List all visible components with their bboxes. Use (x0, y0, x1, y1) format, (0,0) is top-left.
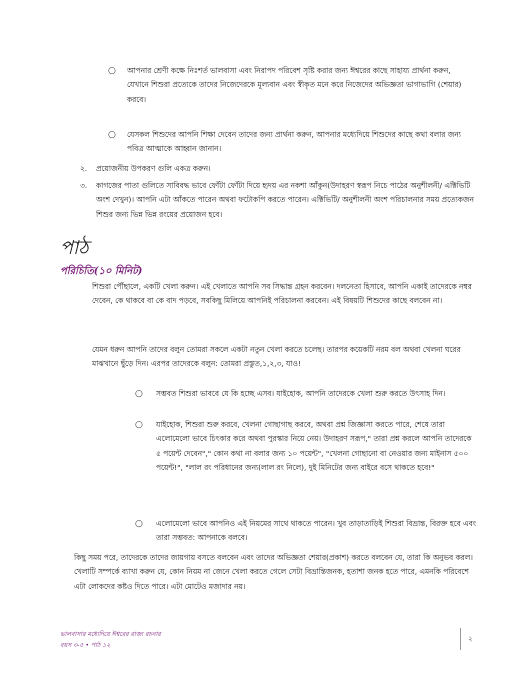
bullet-text-confused: এলোমেলো ভাবে আপনিও এই নিয়মের সাথে থাকতে পারেন। খুব তাড়াতাড়িই শিশুরা বিভ্রান্ত, বিরক্ত হবে এবং তারা সম্ভবত: আপনাকে বলবে। (156, 519, 476, 543)
paragraph-intro: শিশুরা পৌঁছালে, একটি খেলা করুন। এই খেলাতে আপনি সব সিদ্ধান্ত গ্রহন করবেন। দলনেতা হিসাবে, আপনি একাই তাদেরকে নম্বর দেবেন, কে থাকবে বা কে বাদ পড়বে, সবকিছু মিলিয়ে আপনিই পরিচালনা করবেন। এই বিষয়টি শিশুদের কাছে বলবেন না। (92, 282, 472, 306)
list-item-heart-design: কাগজের পাতা গুলিতে সাবিবদ্ধ ভাবে ফোঁটা ফোঁটা দিয়ে হৃদয় এর নকশা আঁকুন(উদাহরণ স্বরূপ নিচে পাঠের অনুশীলনী/ এক্টিভিটি অংশ দেখুন)। আপনি এটা আঁকতে পারেন অথবা ফটোকপি করতে পারেন। এক্টিভিটি/ অনুশীলনী অংশ পরিচালনার সময় প্রত্যেকজন শিশুর জন্য ভিন্ন ভিন্ন রংয়ের প্রয়োজন হবে। (96, 181, 474, 219)
bullet-text-prayer-children: যেসকল শিশুদের আপনি শিক্ষা দেবেন তাদের জন্য প্রার্থনা করুন, আপনার মধ্যেদিয়ে শিশুদের কাছে কথা বলার জন্য পবিত্র আত্মাকে আহ্বান জানান। (127, 130, 461, 154)
sub-heading-introduction: পরিচিতি(১০ মিনিট) (60, 266, 143, 277)
footer-subtitle: বয়স ৩-৫ • পাঠ ১২ (60, 642, 111, 649)
bullet-marker: ○ (108, 66, 116, 76)
bullet-text-prayer-classroom: আপনার শ্রেণী কক্ষে নিঃশর্ত ভালবাসা এবং নিরাপদ পরিবেশ সৃষ্টি করার জন্য ঈশ্বরের কাছে সাহায্য প্রার্থনা করুন, যেখানে শিশুরা প্রত্যেকে তাদের নিজেদেরকে মূল্যবান এবং স্বীকৃত মনে করে নিজেদের অভিজ্ঞতা ভাগাভাগি (শেয়ার) করবে। (127, 66, 462, 104)
paragraph-example: যেমন ধরুন আপনি তাদের বলুন তোমরা সকলে একটা নতুন খেলা করতে চলেছ। তারপর কয়েকটি নরম বল অথবা খেলনা ঘরের মাঝখানে ছুঁড়ে দিন। এরপর তাদেরকে বলুন: তোমরা প্রস্তুত,১,২,৩, যাও! (92, 345, 461, 369)
footer-title: ভালবাসার মধ্যেদিয়ে ঈশ্বরের রাজ্য রচনার (60, 631, 161, 638)
list-item-materials: প্রয়োজনীয় উপকরণ গুলি একত্র করুন। (96, 164, 211, 173)
paragraph-closing: কিছু সময় পরে, তাদেরকে তাদের জায়গায় বসতে বলবেন এবং তাদের অভিজ্ঞতা শেয়ার(প্রকাশ) করতে বলবেন যে, তারা কি অনুভব করল। খেলাটি সম্পর্কে ব্যাখা করুন যে, কোন নিয়ম না জেনে খেলা করতে গেলে সেটা বিভ্রান্তিজনক, হতাশা জনক হতে পারে, এমনকি পরিবেশে এটা লোকদের কষ্টও দিতে পারে। এটা মোটেও মজাদার নয়। (74, 553, 473, 591)
section-heading: পাঠ (60, 237, 89, 259)
bullet-text-children-wonder: সম্ভবত শিশুরা ভাববে যে কি হচ্ছে এসব। যাইহোক, আপনি তাদেরকে খেলা শুরু করতে উৎসাহ দিন। (156, 389, 446, 398)
list-number: ৩. (80, 181, 88, 190)
list-number: ২. (80, 164, 88, 173)
bullet-marker: ○ (135, 389, 143, 399)
bullet-marker: ○ (108, 130, 116, 140)
bullet-marker: ○ (135, 519, 143, 529)
page-number: ২ (468, 635, 473, 643)
bullet-marker: ○ (135, 420, 143, 430)
bullet-text-random-rules: যাইহোক, শিশুরা শুরু করবে, খেলনা গোছাগাছ করবে, অথবা প্রশ্ন জিজ্ঞাসা করতে পারে, শেষে তারা এলোমেলো ভাবে চিৎকার করে অথবা পুরস্কার নিয়ে নেয়। উদাহরণ সরূপ," তারা প্রশ্ন করলে আপনি তাদেরকে ৫ পয়েন্ট দেবেন"," কোন কথা না বলার জন্য ১০ পয়েন্ট", "খেলনা গোছানো বা নেওয়ার জন্য মাইনাস ৫০০ পয়েন্ট!", "লাল রং পরিধানের জন্য(লাল রং নিলে), দুই মিনিটের জন্য বাইরে বসে থাকতে হবে!" (156, 420, 472, 473)
footer-divider (460, 628, 461, 650)
